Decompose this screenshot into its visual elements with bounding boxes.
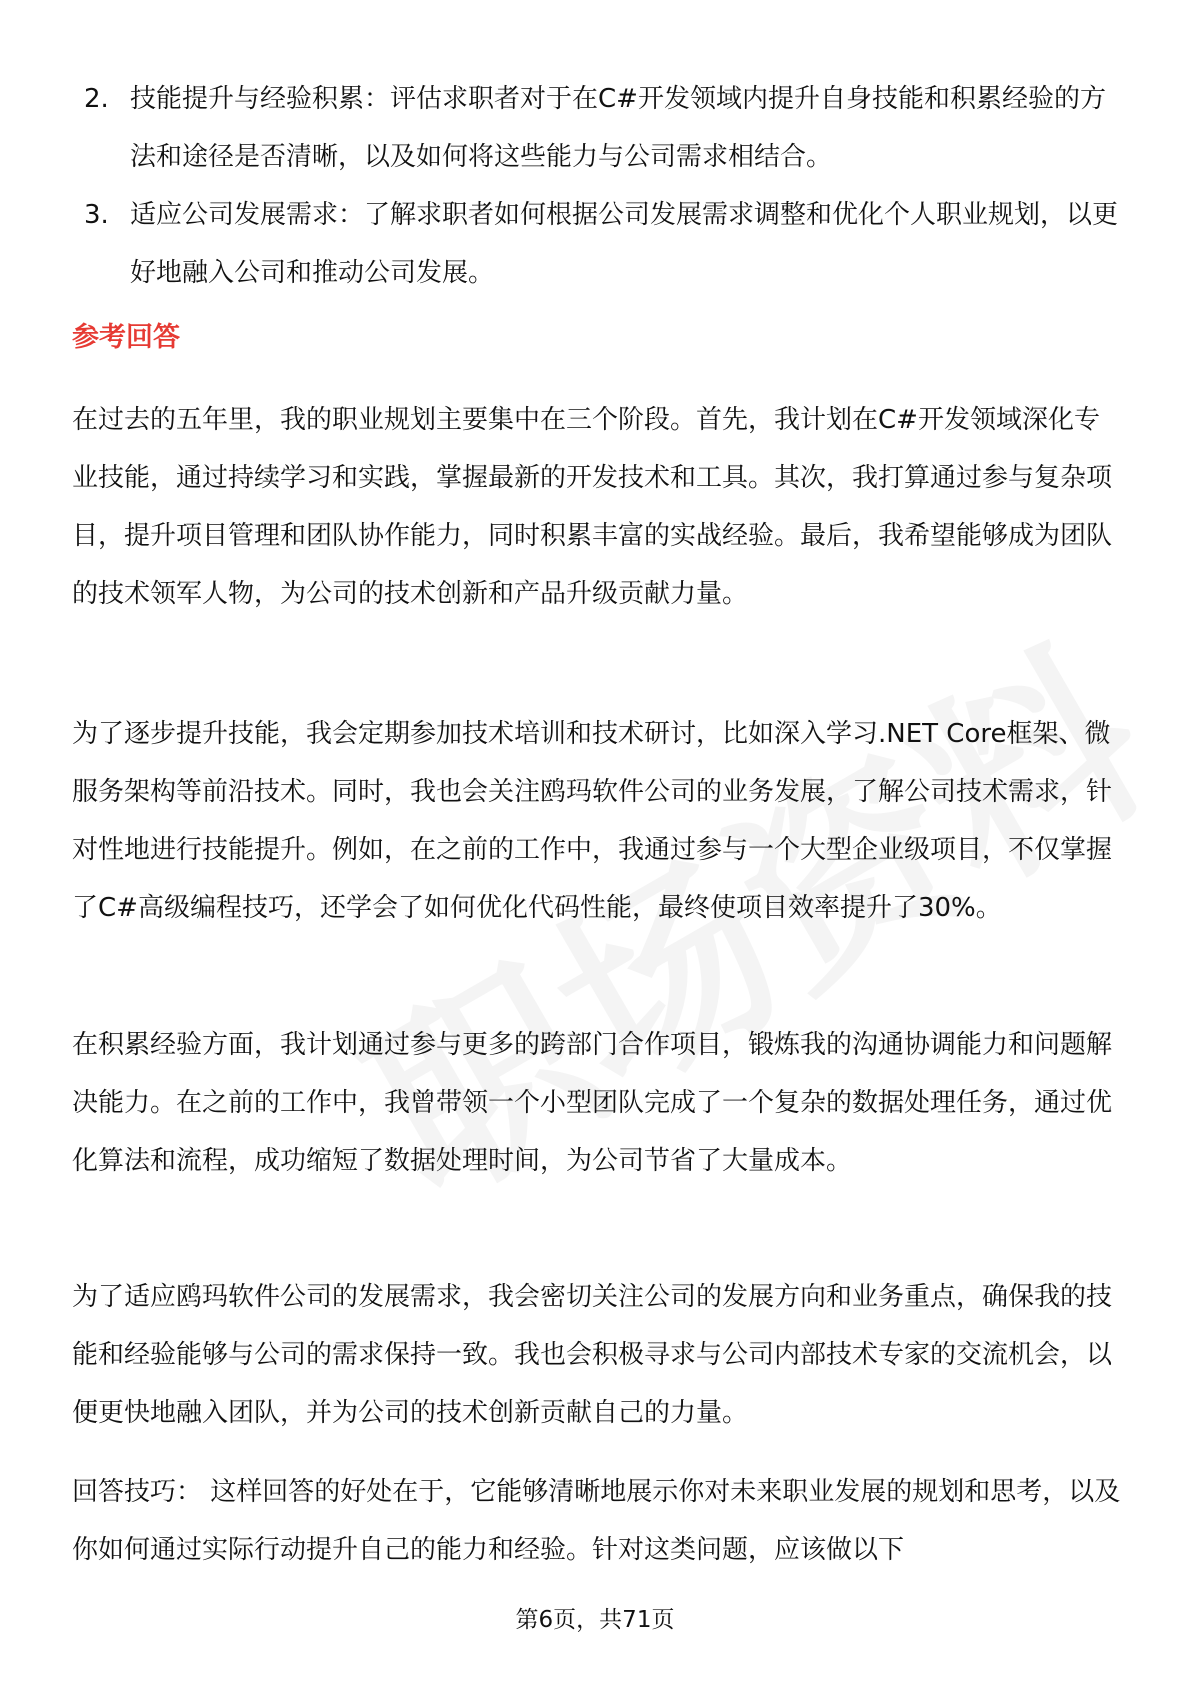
list-item bbox=[80, 70, 1120, 186]
criteria-list bbox=[80, 70, 1120, 302]
list-item-number: 2. bbox=[84, 84, 109, 114]
list-item-text: 技能提升与经验积累：评估求职者对于在C#开发领域内提升自身技能和积累经验的方法和途径是否清晰，以及如何将这些能力与公司需求相结合。 bbox=[130, 84, 1106, 172]
list-item-number: 3. bbox=[84, 200, 109, 230]
answer-paragraph: 在过去的五年里，我的职业规划主要集中在三个阶段。首先，我计划在C#开发领域深化专业技能，通过持续学习和实践，掌握最新的开发技术和工具。其次，我打算通过参与复杂项目，提升项目管理和团队协作能力，同时积累丰富的实战经验。最后，我希望能够成为团队的技术领军人物，为公司的技术创新和产品升级贡献力量。 bbox=[72, 405, 1113, 609]
list-item-text: 适应公司发展需求：了解求职者如何根据公司发展需求调整和优化个人职业规划，以更好地融入公司和推动公司发展。 bbox=[130, 200, 1119, 288]
page-number-footer: 第6页，共71页 bbox=[515, 1607, 675, 1633]
answer-paragraph: 为了适应鸥玛软件公司的发展需求，我会密切关注公司的发展方向和业务重点，确保我的技能和经验能够与公司的需求保持一致。我也会积极寻求与公司内部技术专家的交流机会，以便更快地融入团队，并为公司的技术创新贡献自己的力量。 bbox=[72, 1282, 1113, 1428]
answer-paragraph: 为了逐步提升技能，我会定期参加技术培训和技术研讨，比如深入学习.NET Core框架、微服务架构等前沿技术。同时，我也会关注鸥玛软件公司的业务发展，了解公司技术需求，针对性地进行技能提升。例如，在之前的工作中，我通过参与一个大型企业级项目，不仅掌握了C#高级编程技巧，还学会了如何优化代码性能，最终使项目效率提升了30%。 bbox=[72, 719, 1113, 923]
list-item bbox=[80, 186, 1120, 302]
tips-paragraph: 回答技巧： 这样回答的好处在于，它能够清晰地展示你对未来职业发展的规划和思考，以及你如何通过实际行动提升自己的能力和经验。针对这类问题，应该做以下 bbox=[72, 1477, 1121, 1565]
section-heading: 参考回答 bbox=[72, 322, 180, 353]
answer-paragraph: 在积累经验方面，我计划通过参与更多的跨部门合作项目，锻炼我的沟通协调能力和问题解决能力。在之前的工作中，我曾带领一个小型团队完成了一个复杂的数据处理任务，通过优化算法和流程，成功缩短了数据处理时间，为公司节省了大量成本。 bbox=[72, 1030, 1113, 1176]
